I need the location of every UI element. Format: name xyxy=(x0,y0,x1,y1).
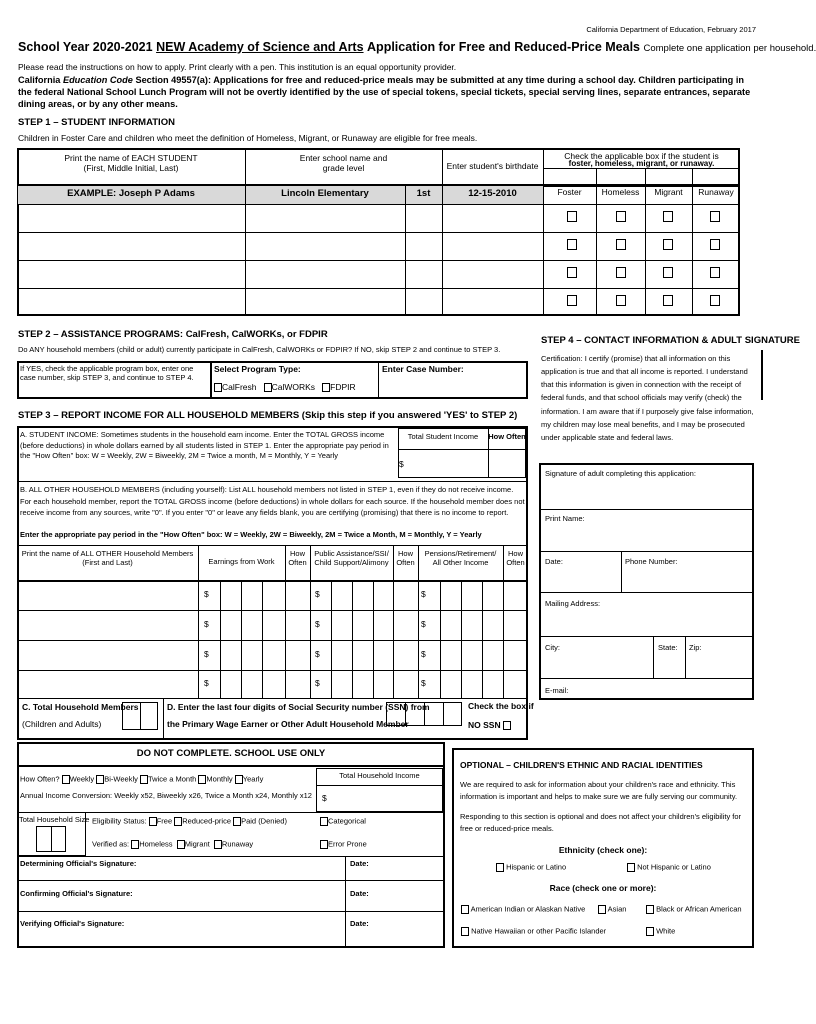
student-1-homeless-checkbox[interactable] xyxy=(616,211,626,222)
school-name: NEW Academy of Science and Arts xyxy=(156,40,364,54)
hispanic-checkbox[interactable] xyxy=(496,863,504,872)
student-2-foster-checkbox[interactable] xyxy=(567,239,577,250)
print-name-input[interactable] xyxy=(545,526,750,548)
student-3-homeless-checkbox[interactable] xyxy=(616,267,626,278)
state-label: State: xyxy=(658,643,678,652)
mailing-input[interactable] xyxy=(545,611,750,633)
zip-input[interactable] xyxy=(688,655,750,675)
step1-intro: Children in Foster Care and children who meet the definition of Homeless, Migrant, or Runaway are eligible for free meals. xyxy=(18,133,478,143)
how-often-options: How Often? Weekly Bi-Weekly Twice a Month Monthly Yearly xyxy=(20,774,264,784)
student-1-migrant-checkbox[interactable] xyxy=(663,211,673,222)
mailing-label: Mailing Address: xyxy=(545,599,601,608)
email-label: E-mail: xyxy=(545,686,569,695)
step3-a-text: A. STUDENT INCOME: Sometimes students in the household earn income. Enter the TOTAL GROSS income (before deductions) in whole dollars earned by all students listed in STEP 1. Enter the appropriate pay period in the "How Often" box: W = Weekly, 2W = Biweekly, 2M = Twice a month, M = Monthly, Y = Yearly xyxy=(20,430,389,460)
member-3-name[interactable] xyxy=(20,643,195,668)
total-income-input[interactable] xyxy=(332,787,440,810)
step1-title: STEP 1 – STUDENT INFORMATION xyxy=(18,117,175,128)
how-often-label: How Often xyxy=(488,432,526,441)
row1-public-dollar: $ xyxy=(315,589,320,599)
step3-title: STEP 3 – REPORT INCOME FOR ALL HOUSEHOLD MEMBERS (Skip this step if you answered 'YES' to STEP 2) xyxy=(18,410,518,421)
example-name: EXAMPLE: Joseph P Adams xyxy=(67,188,195,199)
hawaiian-checkbox[interactable] xyxy=(461,927,469,936)
certification-text: Certification: I certify (promise) that all information on this application is true and that all income is reported. I understand that this information is given in connection with the receipt of federal funds, and that school officials may verify (check) the information. I am aware that if I purposely give false information, my children may lose meal benefits, and I may be prosecuted under applicable state and federal laws. xyxy=(541,354,754,442)
total-income-label: Total Household Income xyxy=(339,771,420,780)
hawaiian-option: Native Hawaiian or other Pacific Islander xyxy=(461,927,606,936)
white-option: White xyxy=(646,927,675,936)
member-4-name[interactable] xyxy=(20,673,195,696)
b-col-pension: Pensions/Retirement/ All Other Income xyxy=(424,549,497,567)
city-input[interactable] xyxy=(545,655,650,675)
check-box-if: Check the box if xyxy=(468,701,534,711)
row2-pension-dollar: $ xyxy=(421,619,426,629)
state-input[interactable] xyxy=(656,655,683,675)
fdpir-checkbox[interactable] xyxy=(322,383,330,392)
optional-p2: Responding to this section is optional and does not affect your children's eligibility for free or reduced-price meals. xyxy=(460,812,742,833)
student-3-foster-checkbox[interactable] xyxy=(567,267,577,278)
student-2-homeless-checkbox[interactable] xyxy=(616,239,626,250)
student-2-name[interactable] xyxy=(20,235,242,258)
student-4-migrant-checkbox[interactable] xyxy=(663,295,673,306)
case-number-label: Enter Case Number: xyxy=(382,364,464,374)
student-1-runaway-checkbox[interactable] xyxy=(710,211,720,222)
b-col-how-often-3: How Often xyxy=(506,549,525,567)
example-school: Lincoln Elementary xyxy=(281,188,369,199)
step2-if-yes: If YES, check the applicable program box, enter one case number, skip STEP 3, and continue to STEP 4. xyxy=(20,364,194,382)
row4-public-dollar: $ xyxy=(315,678,320,688)
agency-line: California Department of Education, February 2017 xyxy=(586,25,756,34)
black-option: Black or African American xyxy=(646,905,742,914)
calworks-checkbox[interactable] xyxy=(264,383,272,392)
phone-input[interactable] xyxy=(625,569,750,589)
form-title xyxy=(18,40,816,54)
complete-one-note: Complete one application per household. xyxy=(643,43,816,54)
su-yearly-checkbox[interactable] xyxy=(235,775,243,784)
su-free-checkbox[interactable] xyxy=(149,817,157,826)
step1-col-check-2: foster, homeless, migrant, or runaway. xyxy=(568,159,715,168)
confirming-date: Date: xyxy=(350,889,369,898)
verified-as: Verified as: Homeless Migrant Runaway xyxy=(92,839,254,849)
step1-col-school: Enter school name and grade level xyxy=(299,153,388,174)
su-twice-checkbox[interactable] xyxy=(140,775,148,784)
total-income-dollar: $ xyxy=(322,793,327,803)
optional-title: OPTIONAL – CHILDREN'S ETHNIC AND RACIAL IDENTITIES xyxy=(460,760,703,770)
example-birthdate: 12-15-2010 xyxy=(468,188,517,199)
step1-col-check: Check the applicable box if the student is xyxy=(564,151,719,161)
student-2-migrant-checkbox[interactable] xyxy=(663,239,673,250)
optional-p1: We are required to ask for information about your children's race and ethnicity. This information is important and helps to make sure we are fully serving our community. xyxy=(460,780,738,801)
select-program-type: Select Program Type: xyxy=(214,364,301,374)
signature-label: Signature of adult completing this application: xyxy=(545,469,696,478)
student-4-foster-checkbox[interactable] xyxy=(567,295,577,306)
row2-public-dollar: $ xyxy=(315,619,320,629)
member-1-name[interactable] xyxy=(20,583,195,608)
household-size-label: Total Household Size xyxy=(19,815,90,824)
calfresh-checkbox[interactable] xyxy=(214,383,222,392)
verifying-signature: Verifying Official's Signature: xyxy=(20,919,125,928)
verifying-date: Date: xyxy=(350,919,369,928)
su-paid-checkbox[interactable] xyxy=(233,817,241,826)
zip-label: Zip: xyxy=(689,643,702,652)
student-4-runaway-checkbox[interactable] xyxy=(710,295,720,306)
program-options: CalFresh CalWORKs FDPIR xyxy=(214,382,356,392)
su-migrant-checkbox[interactable] xyxy=(177,840,185,849)
su-error-checkbox[interactable] xyxy=(320,840,328,849)
row1-pension-dollar: $ xyxy=(421,589,426,599)
row2-earn-dollar: $ xyxy=(204,619,209,629)
race-label: Race (check one or more): xyxy=(549,883,657,893)
step2-title: STEP 2 – ASSISTANCE PROGRAMS: CalFresh, CalWORKs, or FDPIR xyxy=(18,329,328,340)
step2-question: Do ANY household members (child or adult) currently participate in CalFresh, CalWORKs or FDPIR? If NO, skip STEP 2 and continue to STEP 3. xyxy=(18,345,501,354)
signature-field[interactable] xyxy=(545,480,750,508)
step3-b-pay: Enter the appropriate pay period in the "How Often" box: W = Weekly, 2W = Biweekly, 2M = Twice a Month, M = Monthly, Y = Yearly xyxy=(20,530,482,539)
student-1-foster-checkbox[interactable] xyxy=(567,211,577,222)
su-homeless-checkbox[interactable] xyxy=(131,840,139,849)
d-ssn: D. Enter the last four digits of Social Security number (SSN) from xyxy=(167,702,430,712)
black-checkbox[interactable] xyxy=(646,905,654,914)
student-4-name[interactable] xyxy=(20,291,242,314)
student-3-migrant-checkbox[interactable] xyxy=(663,267,673,278)
example-grade: 1st xyxy=(416,188,431,199)
student-4-homeless-checkbox[interactable] xyxy=(616,295,626,306)
instructions: Please read the instructions on how to apply. Print clearly with a pen. This institution is an equal opportunity provider. xyxy=(18,62,457,72)
sub-runaway: Runaway xyxy=(698,187,734,197)
hispanic-option: Hispanic or Latino xyxy=(496,863,566,872)
case-number-input[interactable] xyxy=(382,376,524,396)
member-2-name[interactable] xyxy=(20,613,195,638)
print-name-label: Print Name: xyxy=(545,514,585,523)
su-categorical-checkbox[interactable] xyxy=(320,817,328,826)
date-label: Date: xyxy=(545,557,563,566)
row4-pension-dollar: $ xyxy=(421,678,426,688)
student-income-dollar: $ xyxy=(399,459,404,469)
sub-foster: Foster xyxy=(557,187,582,197)
student-1-name[interactable] xyxy=(20,207,242,230)
b-col-name: Print the name of ALL OTHER Household Members (First and Last) xyxy=(21,549,194,567)
student-3-name[interactable] xyxy=(20,263,242,286)
sub-migrant: Migrant xyxy=(654,187,683,197)
su-runaway-checkbox[interactable] xyxy=(214,840,222,849)
determining-signature: Determining Official's Signature: xyxy=(20,859,137,868)
education-code-notice: California Education Code Section 49557(a): Applications for free and reduced-price meals may be submitted at any time during a school day. Children participating in the federal National School Lunch Program will not be overtly identified by the use of special tokens, special tickets, special serving lines, separate entrances, separate dining areas, or by any other means. xyxy=(18,75,751,109)
no-ssn-checkbox[interactable] xyxy=(503,721,511,730)
not-hispanic-checkbox[interactable] xyxy=(627,863,635,872)
asian-checkbox[interactable] xyxy=(598,905,606,914)
not-hispanic-option: Not Hispanic or Latino xyxy=(627,863,711,872)
title-suffix: Application for Free and Reduced-Price Meals xyxy=(367,40,641,54)
b-col-how-often-1: How Often xyxy=(288,549,307,567)
date-input[interactable] xyxy=(545,569,617,589)
row4-earn-dollar: $ xyxy=(204,678,209,688)
student-income-input[interactable] xyxy=(408,451,486,476)
confirming-signature: Confirming Official's Signature: xyxy=(20,889,133,898)
white-checkbox[interactable] xyxy=(646,927,654,936)
step4-title: STEP 4 – CONTACT INFORMATION & ADULT SIGNATURE xyxy=(541,335,800,346)
c-total-members: C. Total Household Members xyxy=(22,702,139,712)
b-col-earnings: Earnings from Work xyxy=(208,557,275,566)
b-col-how-often-2: How Often xyxy=(396,549,415,567)
city-label: City: xyxy=(545,643,560,652)
row3-earn-dollar: $ xyxy=(204,649,209,659)
sub-homeless: Homeless xyxy=(601,187,640,197)
no-ssn: NO SSN xyxy=(468,720,511,730)
amerindian-checkbox[interactable] xyxy=(461,905,469,914)
step1-col-name: Print the name of EACH STUDENT (First, Middle Initial, Last) xyxy=(64,153,198,174)
total-student-income-label: Total Student Income xyxy=(407,432,479,441)
determining-date: Date: xyxy=(350,859,369,868)
eligibility-status: Eligibility Status: Free Reduced-price Paid (Denied) xyxy=(92,816,287,826)
ethnicity-label: Ethnicity (check one): xyxy=(558,845,648,855)
c-sub: (Children and Adults) xyxy=(22,719,102,729)
error-prone: Error Prone xyxy=(320,840,367,849)
row3-public-dollar: $ xyxy=(315,649,320,659)
row3-pension-dollar: $ xyxy=(421,649,426,659)
school-use-title: DO NOT COMPLETE. SCHOOL USE ONLY xyxy=(136,748,326,759)
student-2-runaway-checkbox[interactable] xyxy=(710,239,720,250)
su-weekly-checkbox[interactable] xyxy=(62,775,70,784)
step1-col-birthdate: Enter student's birthdate xyxy=(446,161,539,171)
student-income-how-often-input[interactable] xyxy=(490,451,524,476)
student-3-runaway-checkbox[interactable] xyxy=(710,267,720,278)
step3-b-text: B. ALL OTHER HOUSEHOLD MEMBERS (including yourself): List ALL household members not listed in STEP 1, even if they do not receive income. For each household member, report the TOTAL GROSS income (before deductions) in whole dollars for each source. If the household member does not receive income from any sources, write "0". If you enter "0" or leave any fields blank, you are certifying (promising) that there is no income to report. xyxy=(20,485,525,518)
categorical: Categorical xyxy=(320,817,366,826)
school-year: School Year 2020-2021 xyxy=(18,40,153,54)
amerindian-option: American Indian or Alaskan Native xyxy=(461,905,585,914)
row1-earn-dollar: $ xyxy=(204,589,209,599)
email-input[interactable] xyxy=(580,682,750,698)
phone-label: Phone Number: xyxy=(625,557,678,566)
d-sub: the Primary Wage Earner or Other Adult Household Member xyxy=(167,719,409,729)
income-conversion: Annual Income Conversion: Weekly x52, Biweekly x26, Twice a Month x24, Monthly x12 xyxy=(20,791,312,800)
asian-option: Asian xyxy=(598,905,626,914)
b-col-public: Public Assistance/SSI/ Child Support/Alimony xyxy=(314,549,389,567)
